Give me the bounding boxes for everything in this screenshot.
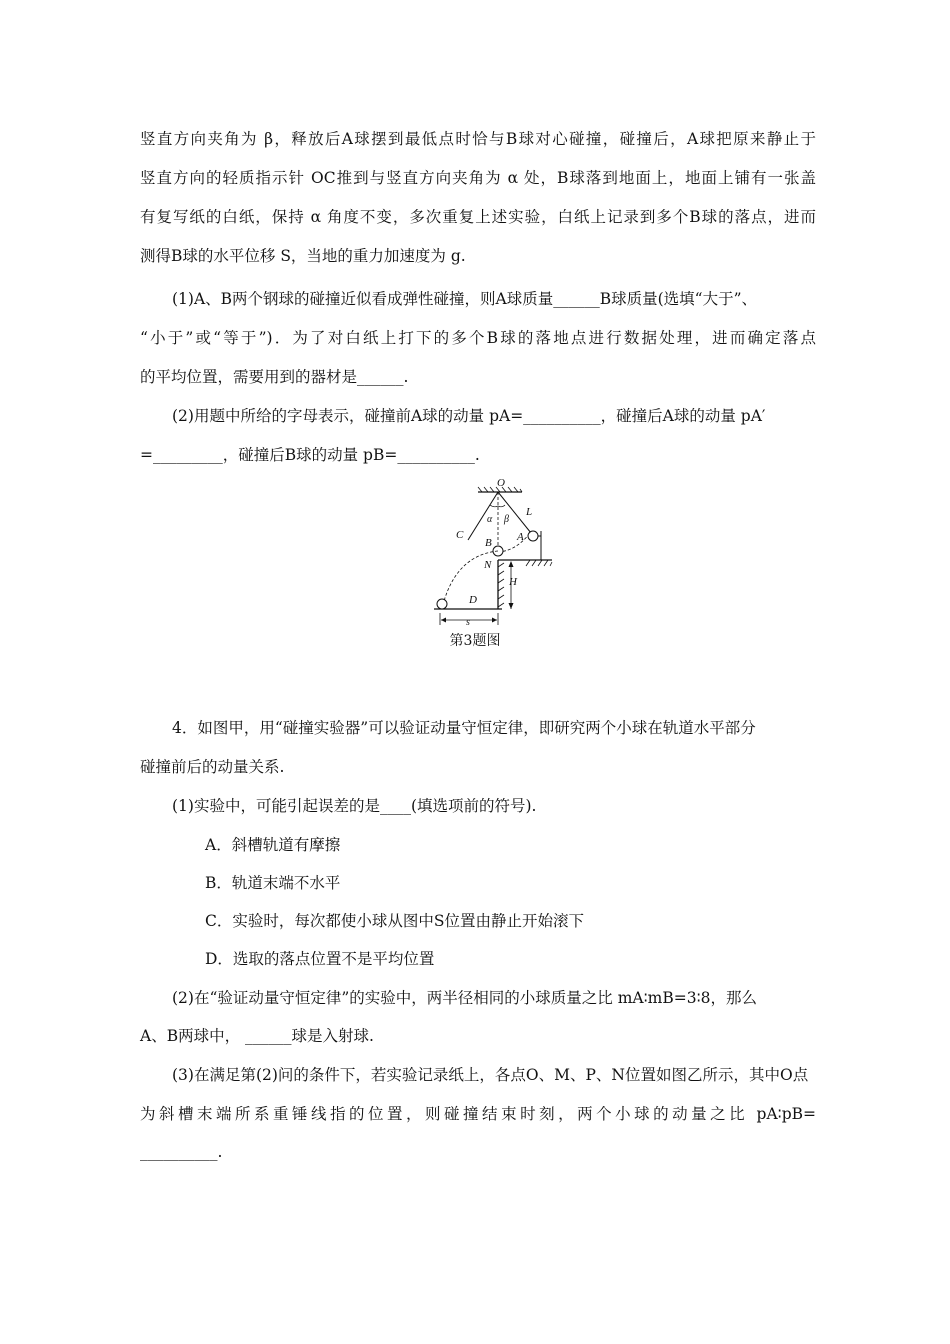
label-d: D <box>469 594 477 606</box>
option-c: C．实验时，每次都使小球从图中S位置由静止开始滚下 <box>205 912 584 930</box>
paragraph-line: 竖直方向夹角为 β，释放后A球摆到最低点时恰与B球对心碰撞，碰撞后，A球把原来静止于 <box>140 130 816 148</box>
question-3-part-1: (1)A、B两个钢球的碰撞近似看成弹性碰撞，则A球质量______B球质量(选填“大于”、 <box>172 290 758 308</box>
label-b: B <box>485 537 492 549</box>
label-n: N <box>484 559 492 571</box>
paragraph-line: 碰撞前后的动量关系. <box>140 758 285 776</box>
ball-landing <box>437 599 447 609</box>
pendulum-collision-diagram <box>420 475 560 628</box>
question-4-part-1: (1)实验中，可能引起误差的是____(填选项前的符号). <box>172 797 537 815</box>
paragraph-line: __________. <box>140 1143 223 1161</box>
figure-caption: 第3题图 <box>449 633 501 649</box>
option-a: A．斜槽轨道有摩擦 <box>205 836 341 854</box>
question-4-part-3: (3)在满足第(2)问的条件下，若实验记录纸上，各点O、M、P、N位置如图乙所示，其中O点 <box>172 1066 809 1084</box>
label-a: A <box>517 531 524 543</box>
paragraph-line: 测得B球的水平位移 S，当地的重力加速度为 g. <box>140 247 466 265</box>
label-beta: β <box>504 514 509 525</box>
option-b: B．轨道末端不水平 <box>205 874 341 892</box>
paragraph-line: =_________，碰撞后B球的动量 pB=__________. <box>140 446 480 464</box>
label-s: s <box>466 617 470 628</box>
question-4-intro: 4．如图甲，用“碰撞实验器”可以验证动量守恒定律，即研究两个小球在轨道水平部分 <box>172 719 756 737</box>
label-o: O <box>497 477 505 489</box>
label-alpha: α <box>487 514 493 525</box>
paragraph-line: “小于”或“等于”)．为了对白纸上打下的多个B球的落地点进行数据处理，进而确定落点 <box>140 329 816 347</box>
question-3-part-2: (2)用题中所给的字母表示，碰撞前A球的动量 pA=__________，碰撞后A球的动量 pA′ <box>172 407 766 425</box>
ball-a <box>528 531 538 541</box>
paragraph-line: 的平均位置，需要用到的器材是______. <box>140 368 409 386</box>
label-l: L <box>526 506 533 518</box>
paragraph-line: 为斜槽末端所系重锤线指的位置，则碰撞结束时刻，两个小球的动量之比 pA∶pB= <box>140 1105 816 1123</box>
label-c: C <box>456 529 464 541</box>
paragraph-line: A、B两球中， ______球是入射球. <box>140 1027 374 1045</box>
paragraph-line: 竖直方向的轻质指示针 OC推到与竖直方向夹角为 α 处，B球落到地面上，地面上铺有一张盖 <box>140 169 816 187</box>
label-h: H <box>509 576 517 588</box>
paragraph-line: 有复写纸的白纸，保持 α 角度不变，多次重复上述实验，白纸上记录到多个B球的落点，进而 <box>140 208 816 226</box>
question-4-part-2: (2)在“验证动量守恒定律”的实验中，两半径相同的小球质量之比 mA∶mB=3∶8，那么 <box>172 989 757 1007</box>
option-d: D．选取的落点位置不是平均位置 <box>205 950 435 968</box>
